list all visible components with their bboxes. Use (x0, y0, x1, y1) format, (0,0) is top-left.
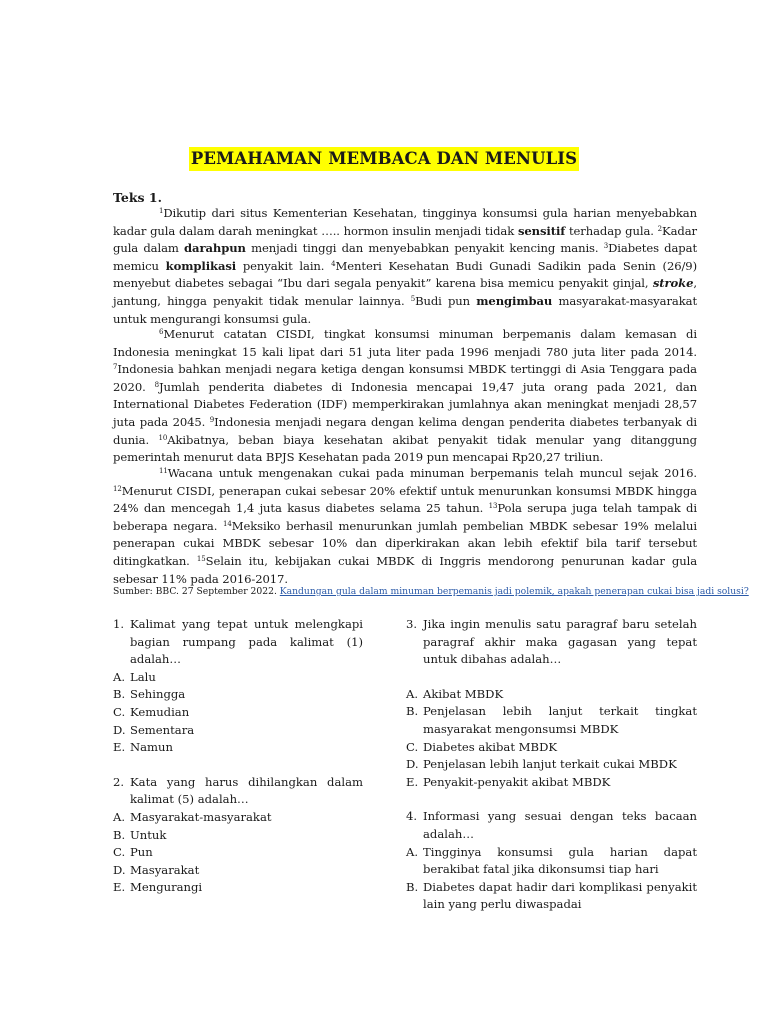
source-link[interactable]: Kandungan gula dalam minuman berpemanis jadi polemik, apakah penerapan cukai bisa jadi solusi? (279, 586, 749, 597)
sentence-text: Wacana untuk mengenakan cukai pada minuman berpemanis telah muncul sejak 2016. (167, 466, 697, 480)
question-text: Kalimat yang tepat untuk melengkapi bagian rumpang pada kalimat (1) adalah… (130, 617, 363, 667)
option-list (113, 809, 363, 897)
sentence-number: 1 (159, 207, 164, 215)
sentence-text: Diabetes dapat memicu (113, 241, 698, 273)
sentence-text: Meksiko berhasil menurunkan jumlah pembelian MBDK sebesar 19% melalui penerapan cukai MBDK sebesar 10% dan diperkirakan akan lebih efektif bila tarif tersebut ditingkatkan. (113, 518, 698, 568)
sentence-number: 4 (331, 259, 336, 268)
option-list (406, 686, 697, 792)
option-letter: A. (406, 686, 419, 701)
sentence-text: Indonesia menjadi negara dengan kelima dengan penderita diabetes terbanyak di dunia. (113, 414, 698, 447)
sentence-number: 5 (410, 294, 416, 303)
option-item[interactable] (113, 722, 363, 740)
option-letter: B. (406, 704, 419, 719)
text-label: Teks 1. (113, 190, 162, 205)
option-item[interactable] (406, 879, 697, 914)
sentence-number: 2 (657, 224, 663, 233)
question-text: Jika ingin menulis satu paragraf baru setelah paragraf akhir maka gagasan yang tepat untuk dibahas adalah… (423, 617, 697, 667)
option-item[interactable] (113, 809, 363, 827)
option-letter: C. (406, 739, 419, 754)
option-text: Sehingga (130, 687, 186, 702)
paragraph-2 (113, 326, 697, 467)
sentence-text: , jantung, hingga penyakit tidak menular lainnya. (113, 276, 697, 308)
question-number: 3. (406, 617, 418, 631)
option-item[interactable] (113, 669, 363, 687)
sentence-text: Budi pun (415, 293, 477, 308)
option-letter: B. (113, 827, 126, 842)
option-text: Akibat MBDK (423, 686, 504, 701)
page-title: PEMAHAMAN MEMBACA DAN MENULIS (189, 147, 579, 171)
sentence-text: penyakit lain. (236, 258, 332, 273)
option-text: Tingginya konsumsi gula harian dapat berakibat fatal jika dikonsumsi tiap hari (423, 844, 697, 877)
option-letter: E. (113, 740, 126, 755)
option-item[interactable] (406, 739, 697, 757)
question-number: 2. (113, 774, 125, 789)
sentence-number: 7 (113, 363, 118, 372)
questions-right-column (406, 616, 697, 914)
option-text: Pun (130, 845, 153, 860)
option-item[interactable] (113, 739, 363, 757)
sentence-number: 14 (222, 519, 232, 528)
bold-word: komplikasi (165, 258, 237, 273)
option-letter: A. (406, 844, 419, 859)
option-letter: D. (113, 862, 126, 877)
sentence-text: Akibatnya, beban biaya kesehatan akibat penyakit tidak menular yang ditanggung pemerintah menurut data BPJS Kesehatan pada 2019 pun mencapai Rp20,27 triliun. (113, 432, 697, 465)
option-list (113, 669, 363, 757)
sentence-number: 10 (158, 433, 168, 442)
option-letter: E. (406, 774, 419, 789)
bold-word: sensitif (517, 223, 566, 238)
sentence-text: Menteri Kesehatan Budi Gunadi Sadikin pada Senin (26/9) menyebut diabetes sebagai “Ibu dari segala penyakit” karena bisa memicu penyakit ginjal, (113, 258, 698, 291)
sentence-text: Selain itu, kebijakan cukai MBDK di Inggris mendorong penurunan kadar gula sebesar 11% pada 2016-2017. (113, 553, 698, 586)
option-text: Diabetes dapat hadir dari komplikasi penyakit lain yang perlu diwaspadai (423, 879, 697, 912)
questions-left-column (113, 616, 363, 897)
sentence-text: masyarakat-masyarakat untuk mengurangi konsumsi gula. (113, 293, 697, 326)
option-letter: D. (113, 722, 126, 737)
option-text: Diabetes akibat MBDK (423, 739, 558, 754)
question-text: Informasi yang sesuai dengan teks bacaan adalah… (423, 809, 697, 841)
question-4 (406, 808, 697, 914)
bold-italic-word: stroke (652, 276, 694, 291)
option-letter: D. (406, 757, 419, 772)
question-3 (406, 616, 697, 791)
option-item[interactable] (113, 686, 363, 704)
sentence-text: Dikutip dari situs Kementerian Kesehatan, tingginya konsumsi gula harian menyebabkan kadar gula dalam darah meningkat ….. hormon insulin menjadi tidak (113, 206, 697, 238)
sentence-text: Pola serupa juga telah tampak di beberapa negara. (113, 501, 697, 533)
option-item[interactable] (406, 774, 697, 792)
question-number: 4. (406, 809, 418, 824)
sentence-number: 12 (113, 484, 122, 493)
option-letter: C. (113, 704, 126, 719)
option-item[interactable] (406, 756, 697, 774)
sentence-text: menjadi tinggi dan menyebabkan penyakit kencing manis. (245, 241, 604, 256)
question-2 (113, 774, 363, 897)
question-number: 1. (113, 617, 125, 631)
option-item[interactable] (406, 844, 697, 879)
option-text: Sementara (130, 722, 195, 737)
option-text: Penjelasan lebih lanjut terkait cukai MBDK (423, 757, 677, 772)
sentence-number: 13 (488, 502, 498, 511)
option-letter: A. (113, 809, 126, 824)
sentence-number: 6 (159, 328, 164, 336)
source-citation (113, 585, 749, 598)
sentence-text: Kadar gula dalam (113, 223, 697, 256)
paragraph-1 (113, 205, 697, 328)
source-prefix: Sumber: BBC. 27 September 2022. (113, 586, 280, 597)
title-container (0, 147, 768, 171)
paragraph-3 (113, 465, 697, 588)
bold-word: darahpun (184, 241, 246, 256)
option-text: Kemudian (130, 704, 190, 719)
sentence-number: 11 (159, 467, 168, 475)
option-letter: E. (113, 880, 126, 895)
sentence-number: 9 (209, 415, 215, 424)
option-letter: B. (113, 687, 126, 702)
sentence-text: Menurut CISDI, penerapan cukai sebesar 20% efektif untuk menurunkan konsumsi MBDK hingga 24% dan mencegah 1,4 juta kasus diabetes selama 25 tahun. (113, 483, 697, 516)
sentence-text: terhadap gula. (565, 223, 658, 238)
bold-word: mengimbau (476, 293, 553, 308)
option-item[interactable] (113, 844, 363, 862)
option-letter: B. (406, 879, 419, 894)
option-text: Penjelasan lebih lanjut terkait tingkat masyarakat mengonsumsi MBDK (423, 704, 697, 736)
option-item[interactable] (113, 827, 363, 845)
option-text: Penyakit-penyakit akibat MBDK (423, 774, 611, 789)
option-item[interactable] (113, 862, 363, 880)
option-text: Namun (130, 740, 173, 755)
option-text: Lalu (130, 669, 156, 684)
option-text: Masyarakat (130, 862, 200, 877)
sentence-text: Indonesia bahkan menjadi negara ketiga dengan konsumsi MBDK tertinggi di Asia Tenggara pada 2020. (113, 362, 697, 394)
option-letter: C. (113, 845, 126, 860)
question-text: Kata yang harus dihilangkan dalam kalimat (5) adalah… (130, 774, 363, 807)
option-text: Untuk (130, 827, 167, 842)
option-text: Mengurangi (130, 880, 203, 895)
option-item[interactable] (406, 703, 697, 738)
sentence-text: Menurut catatan CISDI, tingkat konsumsi minuman berpemanis dalam kemasan di Indonesia meningkat 15 kali lipat dari 51 juta liter pada 1996 menjadi 780 juta liter pada 2014. (113, 327, 697, 359)
option-item[interactable] (113, 879, 363, 897)
option-list (406, 844, 697, 914)
sentence-text: Jumlah penderita diabetes di Indonesia mencapai 19,47 juta orang pada 2021, dan International Diabetes Federation (IDF) memperkirakan jumlahnya akan meningkat menjadi 28,57 juta pada 2045. (113, 379, 698, 429)
option-letter: A. (113, 669, 126, 684)
question-1 (113, 616, 363, 757)
sentence-number: 3 (603, 242, 609, 251)
option-item[interactable] (113, 704, 363, 722)
sentence-number: 8 (154, 380, 159, 389)
option-text: Masyarakat-masyarakat (130, 809, 272, 824)
sentence-number: 15 (196, 554, 206, 563)
option-item[interactable] (406, 686, 697, 704)
